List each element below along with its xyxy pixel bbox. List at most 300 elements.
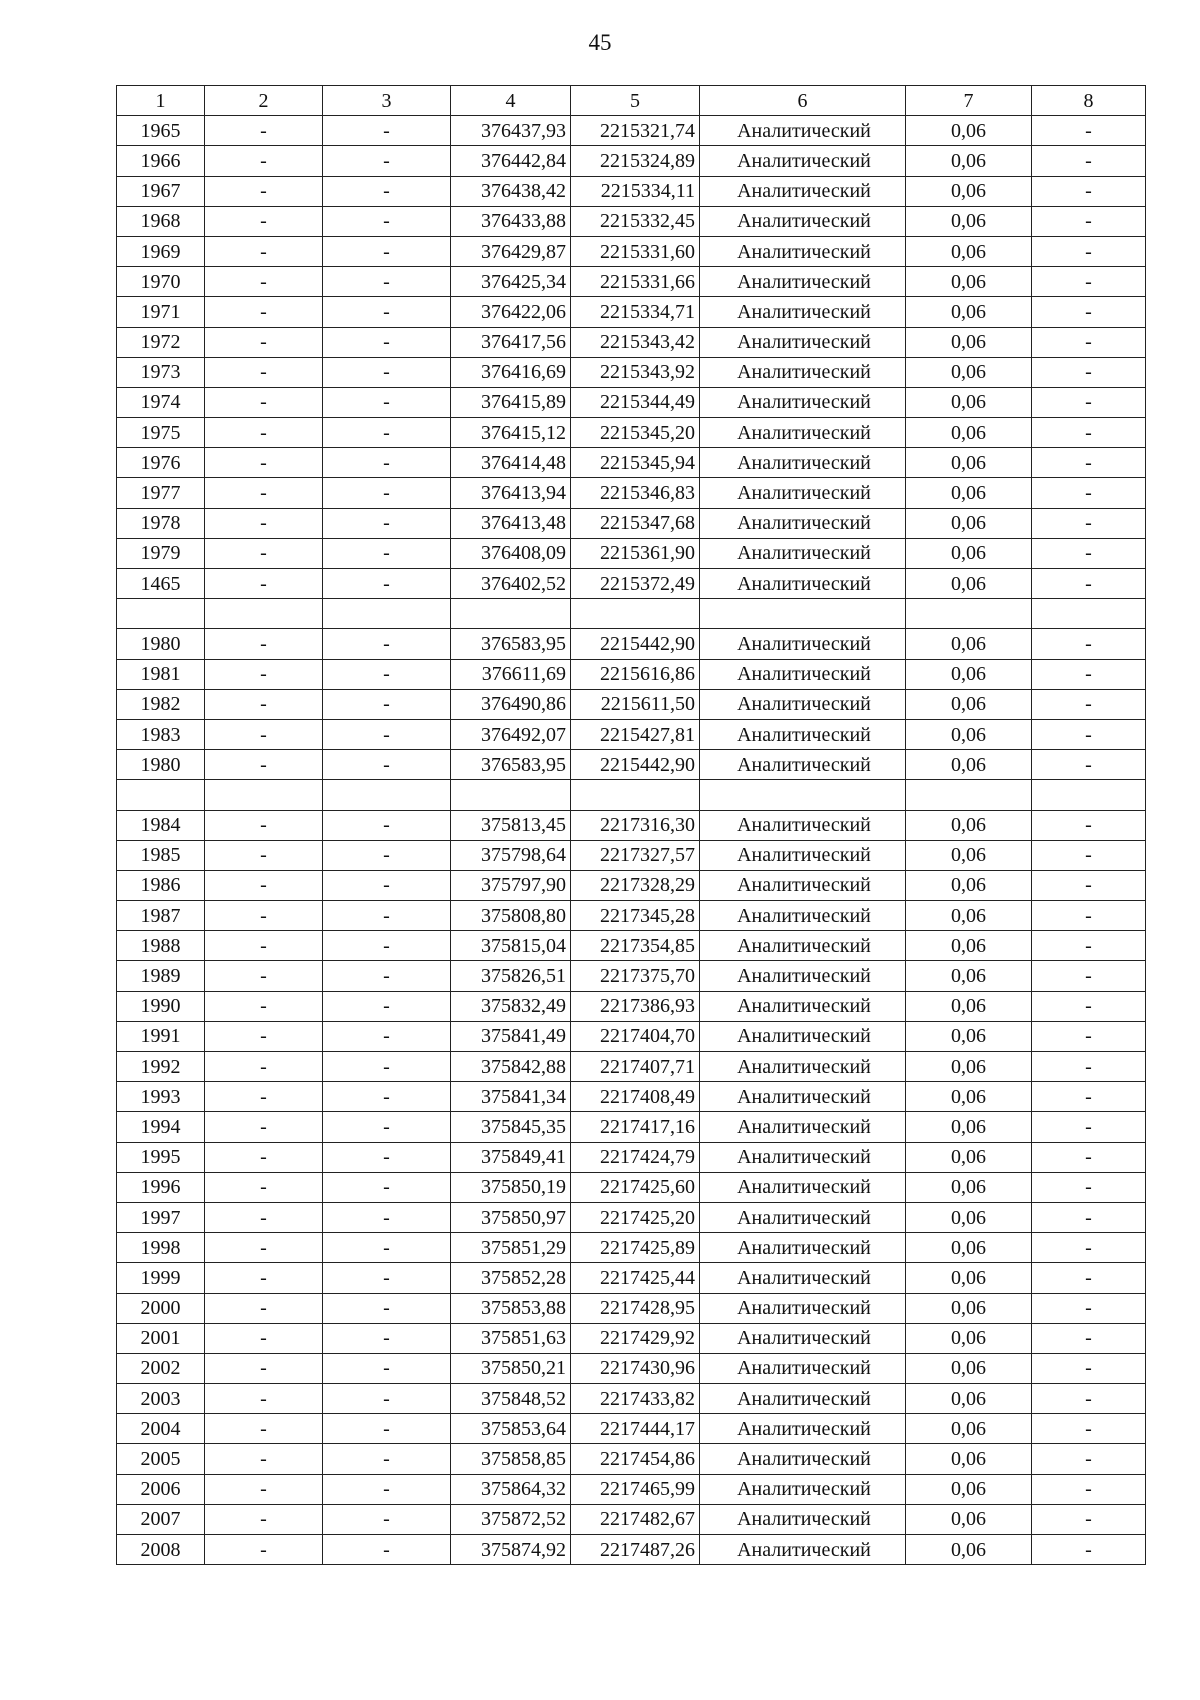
col3-cell	[323, 780, 451, 810]
x-coordinate-cell: 375851,63	[451, 1323, 571, 1353]
table-row	[117, 810, 1146, 840]
column-header: 4	[451, 86, 571, 116]
point-number-cell: 2006	[117, 1474, 205, 1504]
table-row	[117, 478, 1146, 508]
col3-cell: -	[323, 538, 451, 568]
table-row	[117, 508, 1146, 538]
x-coordinate-cell: 375842,88	[451, 1052, 571, 1082]
method-cell: Аналитический	[700, 1082, 906, 1112]
col2-cell: -	[205, 689, 323, 719]
col8-cell	[1032, 599, 1146, 629]
method-cell: Аналитический	[700, 1202, 906, 1232]
col3-cell: -	[323, 387, 451, 417]
table-row	[117, 1535, 1146, 1565]
point-number-cell: 2007	[117, 1504, 205, 1534]
col8-cell: -	[1032, 387, 1146, 417]
table-row	[117, 146, 1146, 176]
y-coordinate-cell: 2217375,70	[571, 961, 700, 991]
col3-cell: -	[323, 750, 451, 780]
col8-cell: -	[1032, 750, 1146, 780]
y-coordinate-cell: 2217425,89	[571, 1233, 700, 1263]
method-cell: Аналитический	[700, 961, 906, 991]
point-number-cell: 1968	[117, 206, 205, 236]
col8-cell: -	[1032, 116, 1146, 146]
x-coordinate-cell: 376415,12	[451, 418, 571, 448]
col8-cell: -	[1032, 327, 1146, 357]
col3-cell: -	[323, 1474, 451, 1504]
accuracy-cell: 0,06	[906, 931, 1032, 961]
method-cell: Аналитический	[700, 1414, 906, 1444]
point-number-cell: 1998	[117, 1233, 205, 1263]
col8-cell: -	[1032, 508, 1146, 538]
accuracy-cell: 0,06	[906, 176, 1032, 206]
method-cell: Аналитический	[700, 176, 906, 206]
point-number-cell: 1967	[117, 176, 205, 206]
y-coordinate-cell: 2215324,89	[571, 146, 700, 176]
accuracy-cell: 0,06	[906, 1353, 1032, 1383]
x-coordinate-cell: 375848,52	[451, 1384, 571, 1414]
col8-cell: -	[1032, 1474, 1146, 1504]
point-number-cell: 2004	[117, 1414, 205, 1444]
col2-cell: -	[205, 569, 323, 599]
x-coordinate-cell: 375851,29	[451, 1233, 571, 1263]
col8-cell: -	[1032, 1172, 1146, 1202]
col3-cell: -	[323, 1202, 451, 1232]
y-coordinate-cell: 2217454,86	[571, 1444, 700, 1474]
table-row	[117, 750, 1146, 780]
y-coordinate-cell: 2215442,90	[571, 629, 700, 659]
y-coordinate-cell: 2217354,85	[571, 931, 700, 961]
method-cell: Аналитический	[700, 659, 906, 689]
col2-cell: -	[205, 870, 323, 900]
accuracy-cell: 0,06	[906, 478, 1032, 508]
col3-cell: -	[323, 1414, 451, 1444]
accuracy-cell: 0,06	[906, 448, 1032, 478]
x-coordinate-cell: 375797,90	[451, 870, 571, 900]
col2-cell: -	[205, 1142, 323, 1172]
x-coordinate-cell: 375808,80	[451, 901, 571, 931]
table-row	[117, 1021, 1146, 1051]
col3-cell: -	[323, 357, 451, 387]
accuracy-cell: 0,06	[906, 116, 1032, 146]
accuracy-cell: 0,06	[906, 569, 1032, 599]
method-cell: Аналитический	[700, 1142, 906, 1172]
table-row	[117, 418, 1146, 448]
method-cell: Аналитический	[700, 116, 906, 146]
x-coordinate-cell: 376416,69	[451, 357, 571, 387]
col3-cell: -	[323, 991, 451, 1021]
accuracy-cell: 0,06	[906, 1535, 1032, 1565]
col8-cell: -	[1032, 1384, 1146, 1414]
y-coordinate-cell: 2217404,70	[571, 1021, 700, 1051]
col8-cell: -	[1032, 267, 1146, 297]
table-row	[117, 689, 1146, 719]
x-coordinate-cell: 376490,86	[451, 689, 571, 719]
method-cell: Аналитический	[700, 901, 906, 931]
table-row	[117, 1293, 1146, 1323]
col8-cell: -	[1032, 1535, 1146, 1565]
col2-cell: -	[205, 1293, 323, 1323]
point-number-cell: 1990	[117, 991, 205, 1021]
x-coordinate-cell: 376422,06	[451, 297, 571, 327]
accuracy-cell: 0,06	[906, 1142, 1032, 1172]
accuracy-cell: 0,06	[906, 1021, 1032, 1051]
method-cell: Аналитический	[700, 569, 906, 599]
method-cell: Аналитический	[700, 1263, 906, 1293]
y-coordinate-cell: 2217425,20	[571, 1202, 700, 1232]
point-number-cell: 1991	[117, 1021, 205, 1051]
col3-cell: -	[323, 1021, 451, 1051]
x-coordinate-cell: 376442,84	[451, 146, 571, 176]
y-coordinate-cell: 2215332,45	[571, 206, 700, 236]
accuracy-cell: 0,06	[906, 1504, 1032, 1534]
method-cell: Аналитический	[700, 267, 906, 297]
method-cell: Аналитический	[700, 297, 906, 327]
point-number-cell: 1980	[117, 750, 205, 780]
accuracy-cell: 0,06	[906, 236, 1032, 266]
col8-cell: -	[1032, 1414, 1146, 1444]
method-cell: Аналитический	[700, 689, 906, 719]
y-coordinate-cell: 2215442,90	[571, 750, 700, 780]
table-row	[117, 629, 1146, 659]
col3-cell: -	[323, 1082, 451, 1112]
col8-cell: -	[1032, 1444, 1146, 1474]
x-coordinate-cell: 376417,56	[451, 327, 571, 357]
x-coordinate-cell: 376402,52	[451, 569, 571, 599]
accuracy-cell: 0,06	[906, 1323, 1032, 1353]
col3-cell: -	[323, 1384, 451, 1414]
y-coordinate-cell: 2217425,44	[571, 1263, 700, 1293]
table-header-row	[117, 86, 1146, 116]
accuracy-cell: 0,06	[906, 146, 1032, 176]
col3-cell: -	[323, 1535, 451, 1565]
x-coordinate-cell: 375864,32	[451, 1474, 571, 1504]
table-row	[117, 176, 1146, 206]
point-number-cell: 1994	[117, 1112, 205, 1142]
col8-cell: -	[1032, 569, 1146, 599]
col2-cell: -	[205, 478, 323, 508]
y-coordinate-cell: 2217428,95	[571, 1293, 700, 1323]
point-number-cell: 1974	[117, 387, 205, 417]
x-coordinate-cell: 375853,88	[451, 1293, 571, 1323]
col8-cell: -	[1032, 1021, 1146, 1051]
table-row	[117, 719, 1146, 749]
col3-cell: -	[323, 961, 451, 991]
accuracy-cell: 0,06	[906, 418, 1032, 448]
point-number-cell: 1986	[117, 870, 205, 900]
col2-cell: -	[205, 719, 323, 749]
y-coordinate-cell: 2215321,74	[571, 116, 700, 146]
x-coordinate-cell: 376413,94	[451, 478, 571, 508]
col3-cell: -	[323, 719, 451, 749]
col2-cell: -	[205, 1112, 323, 1142]
table-row	[117, 1323, 1146, 1353]
accuracy-cell: 0,06	[906, 1293, 1032, 1323]
point-number-cell: 1969	[117, 236, 205, 266]
col2-cell: -	[205, 297, 323, 327]
col8-cell: -	[1032, 418, 1146, 448]
accuracy-cell: 0,06	[906, 1263, 1032, 1293]
col2-cell: -	[205, 901, 323, 931]
method-cell: Аналитический	[700, 810, 906, 840]
table-row	[117, 1384, 1146, 1414]
accuracy-cell: 0,06	[906, 870, 1032, 900]
col2-cell: -	[205, 236, 323, 266]
accuracy-cell: 0,06	[906, 629, 1032, 659]
method-cell: Аналитический	[700, 538, 906, 568]
col2-cell: -	[205, 1384, 323, 1414]
table-row	[117, 1142, 1146, 1172]
table-row	[117, 297, 1146, 327]
col8-cell: -	[1032, 659, 1146, 689]
y-coordinate-cell: 2215343,42	[571, 327, 700, 357]
accuracy-cell: 0,06	[906, 357, 1032, 387]
table-row	[117, 1082, 1146, 1112]
x-coordinate-cell: 376429,87	[451, 236, 571, 266]
y-coordinate-cell: 2217417,16	[571, 1112, 700, 1142]
y-coordinate-cell: 2217327,57	[571, 840, 700, 870]
y-coordinate-cell: 2217444,17	[571, 1414, 700, 1444]
table-row	[117, 1172, 1146, 1202]
table-row	[117, 1504, 1146, 1534]
col3-cell: -	[323, 1323, 451, 1353]
col2-cell: -	[205, 1233, 323, 1263]
accuracy-cell: 0,06	[906, 1444, 1032, 1474]
x-coordinate-cell: 376414,48	[451, 448, 571, 478]
x-coordinate-cell: 375813,45	[451, 810, 571, 840]
table-row	[117, 870, 1146, 900]
table-row	[117, 659, 1146, 689]
x-coordinate-cell: 375832,49	[451, 991, 571, 1021]
y-coordinate-cell: 2217386,93	[571, 991, 700, 1021]
col8-cell: -	[1032, 1142, 1146, 1172]
accuracy-cell: 0,06	[906, 206, 1032, 236]
col3-cell: -	[323, 448, 451, 478]
method-cell: Аналитический	[700, 1233, 906, 1263]
table-row	[117, 357, 1146, 387]
y-coordinate-cell: 2217487,26	[571, 1535, 700, 1565]
accuracy-cell	[906, 599, 1032, 629]
point-number-cell: 1976	[117, 448, 205, 478]
col8-cell: -	[1032, 236, 1146, 266]
col2-cell: -	[205, 1202, 323, 1232]
col2-cell: -	[205, 357, 323, 387]
accuracy-cell: 0,06	[906, 1233, 1032, 1263]
col3-cell	[323, 599, 451, 629]
table-row	[117, 599, 1146, 629]
table-row	[117, 961, 1146, 991]
accuracy-cell: 0,06	[906, 538, 1032, 568]
table-row	[117, 538, 1146, 568]
col3-cell: -	[323, 1112, 451, 1142]
table-row	[117, 1263, 1146, 1293]
col2-cell: -	[205, 418, 323, 448]
method-cell: Аналитический	[700, 206, 906, 236]
method-cell: Аналитический	[700, 840, 906, 870]
col2-cell: -	[205, 508, 323, 538]
x-coordinate-cell: 375858,85	[451, 1444, 571, 1474]
col2-cell: -	[205, 206, 323, 236]
col2-cell: -	[205, 659, 323, 689]
method-cell: Аналитический	[700, 629, 906, 659]
method-cell: Аналитический	[700, 146, 906, 176]
column-header: 3	[323, 86, 451, 116]
x-coordinate-cell	[451, 599, 571, 629]
x-coordinate-cell: 376413,48	[451, 508, 571, 538]
table-row	[117, 780, 1146, 810]
column-header: 2	[205, 86, 323, 116]
x-coordinate-cell: 376611,69	[451, 659, 571, 689]
col3-cell: -	[323, 418, 451, 448]
accuracy-cell: 0,06	[906, 297, 1032, 327]
col3-cell: -	[323, 569, 451, 599]
method-cell: Аналитический	[700, 931, 906, 961]
col8-cell	[1032, 780, 1146, 810]
method-cell: Аналитический	[700, 448, 906, 478]
y-coordinate-cell: 2217429,92	[571, 1323, 700, 1353]
method-cell	[700, 780, 906, 810]
col8-cell: -	[1032, 478, 1146, 508]
col2-cell: -	[205, 1082, 323, 1112]
col3-cell: -	[323, 1444, 451, 1474]
method-cell: Аналитический	[700, 1323, 906, 1353]
point-number-cell: 1979	[117, 538, 205, 568]
x-coordinate-cell: 375841,34	[451, 1082, 571, 1112]
point-number-cell: 2008	[117, 1535, 205, 1565]
method-cell: Аналитический	[700, 236, 906, 266]
method-cell: Аналитический	[700, 991, 906, 1021]
col2-cell: -	[205, 1474, 323, 1504]
column-header: 1	[117, 86, 205, 116]
point-number-cell: 1971	[117, 297, 205, 327]
x-coordinate-cell: 376583,95	[451, 750, 571, 780]
table-row	[117, 1474, 1146, 1504]
point-number-cell: 2003	[117, 1384, 205, 1414]
y-coordinate-cell: 2215347,68	[571, 508, 700, 538]
y-coordinate-cell: 2215345,20	[571, 418, 700, 448]
x-coordinate-cell: 376433,88	[451, 206, 571, 236]
method-cell: Аналитический	[700, 357, 906, 387]
accuracy-cell: 0,06	[906, 1112, 1032, 1142]
x-coordinate-cell: 376438,42	[451, 176, 571, 206]
table-row	[117, 901, 1146, 931]
col8-cell: -	[1032, 991, 1146, 1021]
col8-cell: -	[1032, 206, 1146, 236]
col3-cell: -	[323, 931, 451, 961]
method-cell: Аналитический	[700, 870, 906, 900]
method-cell: Аналитический	[700, 1384, 906, 1414]
col3-cell: -	[323, 1293, 451, 1323]
table-row	[117, 267, 1146, 297]
col8-cell: -	[1032, 1052, 1146, 1082]
point-number-cell: 1983	[117, 719, 205, 749]
point-number-cell: 1970	[117, 267, 205, 297]
col3-cell: -	[323, 176, 451, 206]
method-cell: Аналитический	[700, 508, 906, 538]
x-coordinate-cell: 375841,49	[451, 1021, 571, 1051]
x-coordinate-cell: 376425,34	[451, 267, 571, 297]
y-coordinate-cell	[571, 599, 700, 629]
x-coordinate-cell: 375798,64	[451, 840, 571, 870]
y-coordinate-cell: 2217345,28	[571, 901, 700, 931]
col2-cell: -	[205, 1414, 323, 1444]
col3-cell: -	[323, 1263, 451, 1293]
method-cell: Аналитический	[700, 1535, 906, 1565]
y-coordinate-cell: 2215611,50	[571, 689, 700, 719]
col3-cell: -	[323, 478, 451, 508]
method-cell: Аналитический	[700, 1293, 906, 1323]
method-cell: Аналитический	[700, 1504, 906, 1534]
col3-cell: -	[323, 1172, 451, 1202]
x-coordinate-cell: 375815,04	[451, 931, 571, 961]
accuracy-cell: 0,06	[906, 1474, 1032, 1504]
accuracy-cell: 0,06	[906, 508, 1032, 538]
y-coordinate-cell: 2215345,94	[571, 448, 700, 478]
method-cell: Аналитический	[700, 750, 906, 780]
col8-cell: -	[1032, 297, 1146, 327]
col3-cell: -	[323, 689, 451, 719]
method-cell: Аналитический	[700, 1444, 906, 1474]
col8-cell: -	[1032, 1293, 1146, 1323]
table-row	[117, 206, 1146, 236]
accuracy-cell: 0,06	[906, 1082, 1032, 1112]
table-row	[117, 1414, 1146, 1444]
x-coordinate-cell: 376492,07	[451, 719, 571, 749]
x-coordinate-cell: 375826,51	[451, 961, 571, 991]
point-number-cell: 1984	[117, 810, 205, 840]
y-coordinate-cell: 2215334,11	[571, 176, 700, 206]
accuracy-cell: 0,06	[906, 659, 1032, 689]
point-number-cell: 2002	[117, 1353, 205, 1383]
col8-cell: -	[1032, 1504, 1146, 1534]
col2-cell: -	[205, 116, 323, 146]
y-coordinate-cell: 2217430,96	[571, 1353, 700, 1383]
col3-cell: -	[323, 1052, 451, 1082]
col2-cell	[205, 780, 323, 810]
x-coordinate-cell: 375850,19	[451, 1172, 571, 1202]
point-number-cell: 1993	[117, 1082, 205, 1112]
col3-cell: -	[323, 1504, 451, 1534]
col2-cell: -	[205, 327, 323, 357]
point-number-cell	[117, 599, 205, 629]
col8-cell: -	[1032, 719, 1146, 749]
col2-cell: -	[205, 1052, 323, 1082]
column-header: 7	[906, 86, 1032, 116]
col2-cell: -	[205, 1353, 323, 1383]
point-number-cell: 2005	[117, 1444, 205, 1474]
col3-cell: -	[323, 810, 451, 840]
accuracy-cell: 0,06	[906, 991, 1032, 1021]
col2-cell: -	[205, 387, 323, 417]
point-number-cell: 1989	[117, 961, 205, 991]
method-cell: Аналитический	[700, 1112, 906, 1142]
y-coordinate-cell: 2215346,83	[571, 478, 700, 508]
accuracy-cell: 0,06	[906, 387, 1032, 417]
y-coordinate-cell: 2215343,92	[571, 357, 700, 387]
point-number-cell: 1997	[117, 1202, 205, 1232]
col3-cell: -	[323, 116, 451, 146]
col3-cell: -	[323, 1142, 451, 1172]
col3-cell: -	[323, 1233, 451, 1263]
x-coordinate-cell: 375852,28	[451, 1263, 571, 1293]
point-number-cell: 1980	[117, 629, 205, 659]
col2-cell: -	[205, 1323, 323, 1353]
table-row	[117, 1202, 1146, 1232]
method-cell: Аналитический	[700, 387, 906, 417]
col2-cell: -	[205, 629, 323, 659]
accuracy-cell: 0,06	[906, 1052, 1032, 1082]
col8-cell: -	[1032, 870, 1146, 900]
